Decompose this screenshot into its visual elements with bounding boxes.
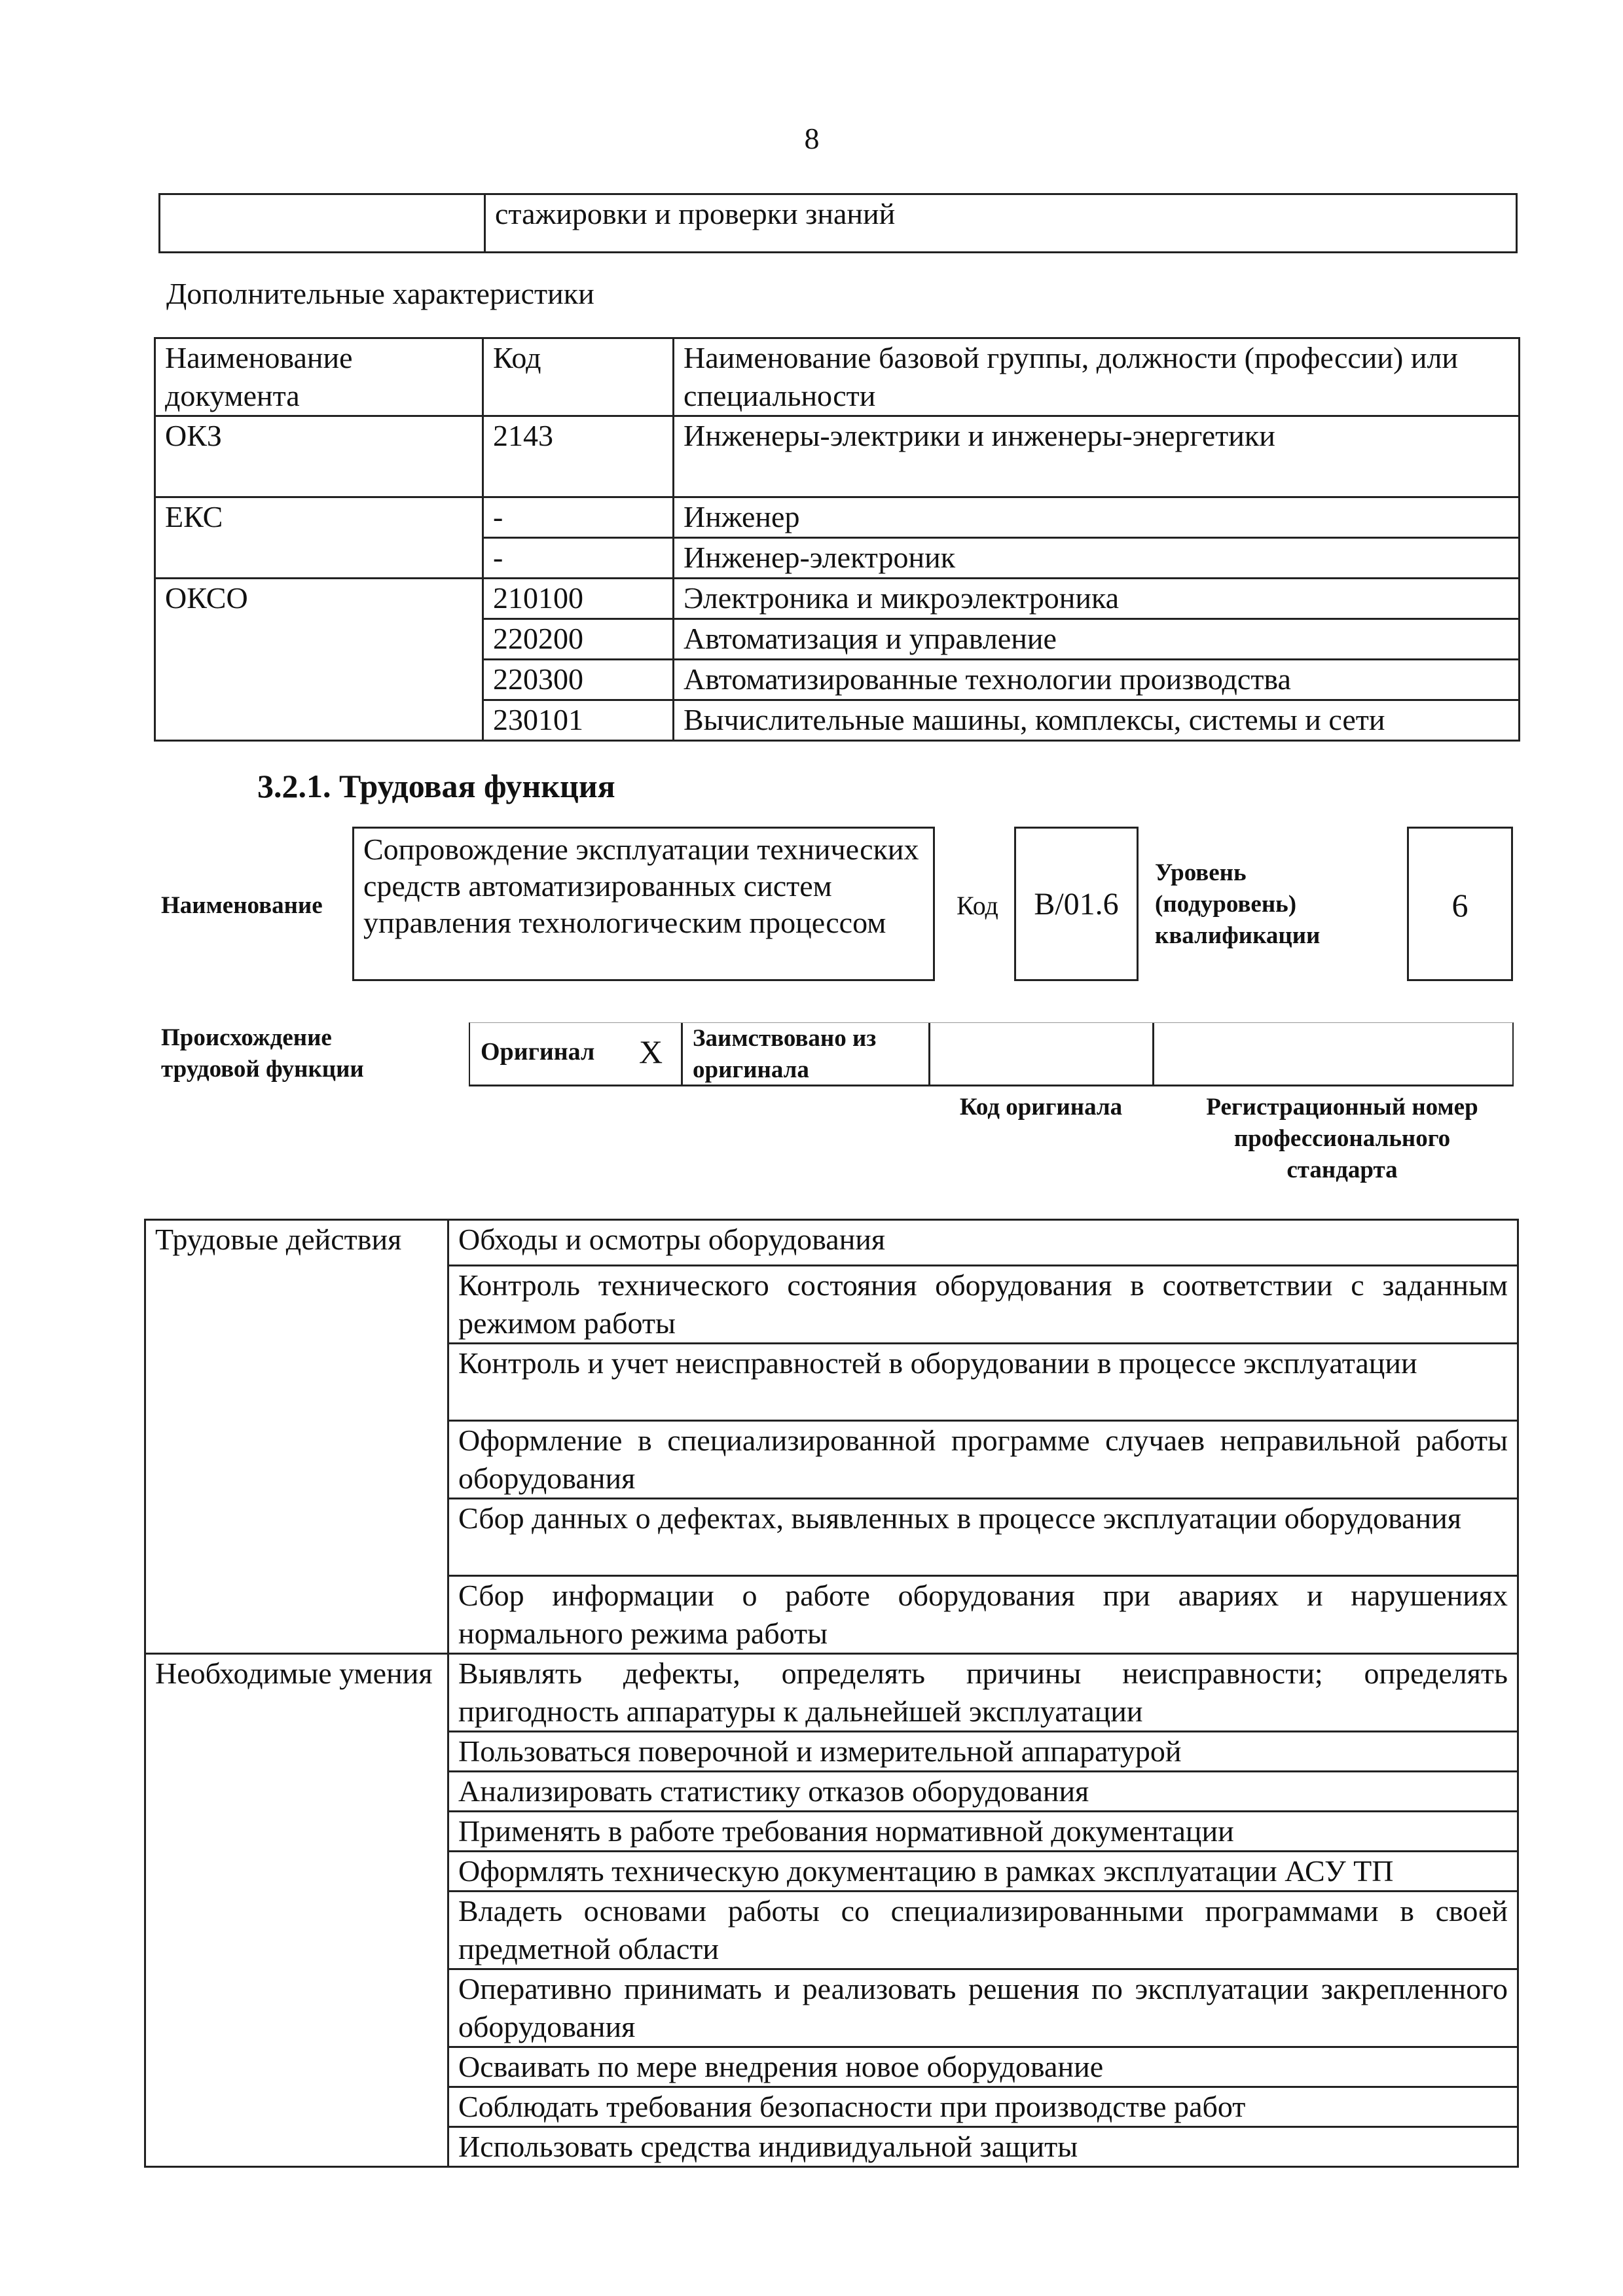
labor-skills-label: Необходимые умения: [145, 1654, 448, 2167]
char-header-code: Код: [483, 338, 674, 416]
top-continuation-table: [158, 193, 1518, 253]
original-label: Оригинал: [481, 1038, 595, 1066]
characteristics-table: [154, 337, 1520, 742]
char-eks-code: -: [483, 497, 674, 538]
char-eks-code: -: [483, 538, 674, 579]
top-table-right-cell: стажировки и проверки знаний: [485, 194, 1517, 253]
origin-divider-3: [1152, 1023, 1154, 1086]
labor-skill-row: Пользоваться поверочной и измерительной аппаратурой: [448, 1732, 1518, 1772]
labor-table: [144, 1219, 1519, 2168]
char-okso-code: 210100: [483, 579, 674, 619]
char-okz-name: Инженеры-электрики и инженеры-энергетики: [674, 416, 1520, 497]
labor-skill-row: Выявлять дефекты, определять причины неисправности; определять пригодность аппаратуры к дальнейшей эксплуатации: [448, 1654, 1518, 1732]
qualification-level-label: Уровень (подуровень) квалификации: [1155, 859, 1321, 949]
top-table-left-cell: [160, 194, 485, 253]
char-okso-name: Электроника и микроэлектроника: [674, 579, 1520, 619]
labor-skill-row: Осваивать по мере внедрения новое оборудование: [448, 2047, 1518, 2087]
function-code-box: [1014, 827, 1139, 981]
labor-action-row: Сбор данных о дефектах, выявленных в процессе эксплуатации оборудования: [448, 1499, 1518, 1576]
char-eks-name: Инженер-электроник: [674, 538, 1520, 579]
additional-characteristics-heading: Дополнительные характеристики: [166, 277, 594, 310]
labor-skill-row: Соблюдать требования безопасности при производстве работ: [448, 2087, 1518, 2127]
char-header-name: Наименование базовой группы, должности (профессии) или специальности: [674, 338, 1520, 416]
page-number: 8: [804, 122, 820, 155]
origin-label: Происхождение трудовой функции: [161, 1024, 364, 1083]
function-name-label: Наименование: [161, 892, 323, 919]
code-original-caption: Код оригинала: [959, 1094, 1123, 1121]
char-okso-code: 220300: [483, 660, 674, 700]
labor-action-row: Контроль технического состояния оборудования в соответствии с заданным режимом работы: [448, 1266, 1518, 1344]
labor-skill-row: Оформлять техническую документацию в рамках эксплуатации АСУ ТП: [448, 1852, 1518, 1892]
labor-action-row: Контроль и учет неисправностей в оборудовании в процессе эксплуатации: [448, 1344, 1518, 1421]
section-title: 3.2.1. Трудовая функция: [257, 768, 615, 804]
labor-action-row: Оформление в специализированной программе случаев неправильной работы оборудования: [448, 1421, 1518, 1499]
function-code-value: В/01.6: [1034, 887, 1119, 922]
labor-action-row: Обходы и осмотры оборудования: [448, 1220, 1518, 1266]
labor-action-row: Сбор информации о работе оборудования при авариях и нарушениях нормального режима работы: [448, 1576, 1518, 1654]
reg-number-caption: Регистрационный номер профессионального стандарта: [1206, 1094, 1478, 1183]
origin-divider-2: [928, 1023, 930, 1086]
origin-row: [469, 1022, 1514, 1086]
char-header-document: Наименование документа: [155, 338, 483, 416]
char-okz-code: 2143: [483, 416, 674, 497]
origin-divider-1: [681, 1023, 683, 1086]
labor-skill-row: Оперативно принимать и реализовать решения по эксплуатации закрепленного оборудования: [448, 1969, 1518, 2047]
function-name-value: Сопровождение эксплуатации технических средств автоматизированных систем управления технологическим процессом: [363, 833, 919, 939]
char-okso-code: 230101: [483, 700, 674, 741]
labor-skill-row: Применять в работе требования нормативной документации: [448, 1812, 1518, 1852]
function-name-box: [352, 827, 935, 981]
labor-actions-label: Трудовые действия: [145, 1220, 448, 1654]
function-code-label: Код: [957, 891, 998, 920]
char-okso-code: 220200: [483, 619, 674, 660]
char-eks-name: Инженер: [674, 497, 1520, 538]
original-mark: X: [639, 1033, 663, 1070]
labor-skill-row: Использовать средства индивидуальной защиты: [448, 2127, 1518, 2167]
char-eks-doc: ЕКС: [155, 497, 483, 579]
char-okz-doc: ОКЗ: [155, 416, 483, 497]
char-okso-doc: ОКСО: [155, 579, 483, 741]
labor-skill-row: Владеть основами работы со специализированными программами в своей предметной области: [448, 1892, 1518, 1969]
borrowed-label: Заимствовано из оригинала: [693, 1025, 877, 1083]
qualification-level-box: [1407, 827, 1513, 981]
qualification-level-value: 6: [1451, 887, 1468, 924]
labor-skill-row: Анализировать статистику отказов оборудования: [448, 1772, 1518, 1812]
char-okso-name: Автоматизация и управление: [674, 619, 1520, 660]
char-okso-name: Автоматизированные технологии производства: [674, 660, 1520, 700]
char-okso-name: Вычислительные машины, комплексы, системы и сети: [674, 700, 1520, 741]
